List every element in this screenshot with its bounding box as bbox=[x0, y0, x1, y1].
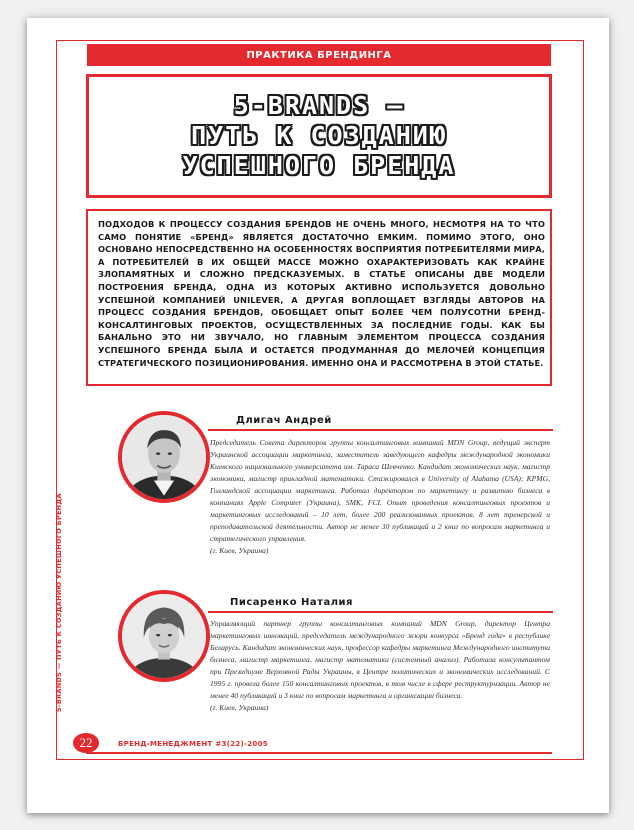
author-location-2: (г. Киев, Украина) bbox=[210, 703, 269, 712]
woman-portrait-icon bbox=[122, 594, 206, 678]
footer-rule bbox=[86, 752, 552, 754]
lead-separator bbox=[86, 384, 552, 386]
author-bio-text-1: Председатель Совета директоров группы консалтинговых компаний MDN Group, ведущий эксперт Украинской ассоциации маркетинга, заместитель заведующего кафедры международной экономики Киевского национального университета им. Тараса Шевченко. Кандидат экономических наук, магистр экономики, магистр прикладной математики. Стажировался в University of Alabama (USA); KPMG, Голландской ассоциации маркетинга. Работал директором по маркетингу и развитию бизнеса в компаниях Apple Computer (Украина), SMK, FCI. Опыт проведения консалтинговых проектов и маркетинговых исследований – 10 лет, более 200 реализованных проектов, 8 лет тренерской и преподавательской деятельности. Автор не менее 30 публикаций и 2 книг по вопросам маркетинга и стратегического управления. bbox=[210, 438, 550, 543]
author-photo-pisarenko bbox=[118, 590, 210, 682]
author-location-1: (г. Киев, Украина) bbox=[210, 546, 269, 555]
author-name-1: Длигач Андрей bbox=[236, 415, 332, 426]
vertical-running-title: 5-BRANDS — ПУТЬ К СОЗДАНИЮ УСПЕШНОГО БРЕНДА bbox=[55, 493, 63, 712]
man-portrait-icon bbox=[122, 415, 206, 499]
lead-frame-left bbox=[86, 210, 88, 386]
author-photo-dligach bbox=[118, 411, 210, 503]
title-box bbox=[86, 74, 552, 198]
author-underline-1 bbox=[208, 429, 553, 431]
author-bio-1 bbox=[210, 437, 550, 557]
page-number: 22 bbox=[73, 733, 99, 753]
lead-frame-top bbox=[86, 209, 552, 211]
author-bio-2 bbox=[210, 618, 550, 714]
author-underline-2 bbox=[208, 611, 553, 613]
title-line-1: 5-BRANDS — bbox=[233, 91, 405, 120]
author-bio-text-2: Управляющий партнер группы консалтинговых компаний MDN Group, директор Центра маркетинговых инноваций, председатель международного жюри конкурса «Бренд года» в республике Беларусь. Кандидат экономических наук, профессор кафедры маркетинга Международного института бизнеса, магистр маркетинга, магистр математики (системный анализ). Работала консультантом при Президиуме Верховной Рады Украины, в Центре политических и экономических исследований. С 1995 г. провела более 150 консалтинговых проектов, в том числе в сфере реструктуризации. Автор не менее 40 публикаций и 3 книг по вопросам маркетинга и организации бизнеса. bbox=[210, 619, 550, 700]
footer-journal: БРЕНД-МЕНЕДЖМЕНТ #3(22)-2005 bbox=[118, 740, 268, 748]
author-name-2: Писаренко Наталия bbox=[230, 597, 353, 608]
lead-paragraph: ПОДХОДОВ К ПРОЦЕССУ СОЗДАНИЯ БРЕНДОВ НЕ ОЧЕНЬ МНОГО, НЕСМОТРЯ НА ТО ЧТО САМО ПОНЯТИЕ «БРЕНД» ЯВЛЯЕТСЯ ДОСТАТОЧНО ЕМКИМ. ПОМИМО ЭТОГО, ОНО ОСНОВАНО НЕПОСРЕДСТВЕННО НА ОСОБЕННОСТЯХ ВОСПРИЯТИЯ ПОТРЕБИТЕЛЯМИ МИРА, А ПОТРЕБИТЕЛЕЙ В ИХ ОБЩЕЙ МАССЕ МОЖНО ОХАРАКТЕРИЗОВАТЬ КАК КРАЙНЕ ЗЛОПАМЯТНЫХ И СЛОЖНО ПРЕДСКАЗУЕМЫХ. В СТАТЬЕ ОПИСАНЫ ДВЕ МОДЕЛИ ПОСТРОЕНИЯ БРЕНДА, ОДНА ИЗ КОТОРЫХ АКТИВНО ИСПОЛЬЗУЕТСЯ ДОВОЛЬНО УСПЕШНОЙ КОМПАНИЕЙ UNILEVER, А ДРУГАЯ ВОПЛОЩАЕТ ВЗГЛЯДЫ АВТОРОВ НА ПРОЦЕСС СОЗДАНИЯ БРЕНДОВ, ОБОБЩАЕТ ОПЫТ БОЛЕЕ ЧЕМ ПОЛУСОТНИ БРЕНД-КОНСАЛТИНГОВЫХ ПРОЕКТОВ, ОСУЩЕСТВЛЕННЫХ ЗА ПОСЛЕДНИЕ ГОДЫ. КАК БЫ БАНАЛЬНО ЭТО НИ ЗВУЧАЛО, НО ГЛАВНЫМ ЭЛЕМЕНТОМ ПРОЦЕССА СОЗДАНИЯ УСПЕШНОГО БРЕНДА БЫЛА И ОСТАЕТСЯ ПРОДУМАННАЯ ДО МЕЛОЧЕЙ КОНЦЕПЦИЯ СТРАТЕГИЧЕСКОГО ПОЗИЦИОНИРОВАНИЯ. ИМЕННО ОНА И РАССМОТРЕНА В ЭТОЙ СТАТЬЕ. bbox=[98, 219, 545, 368]
section-label: ПРАКТИКА БРЕНДИНГА bbox=[246, 49, 392, 61]
lead-frame-right bbox=[550, 210, 552, 386]
title-line-2: ПУТЬ К СОЗДАНИЮ bbox=[191, 121, 447, 150]
title-line-3: УСПЕШНОГО БРЕНДА bbox=[182, 151, 456, 180]
section-header bbox=[87, 44, 551, 66]
